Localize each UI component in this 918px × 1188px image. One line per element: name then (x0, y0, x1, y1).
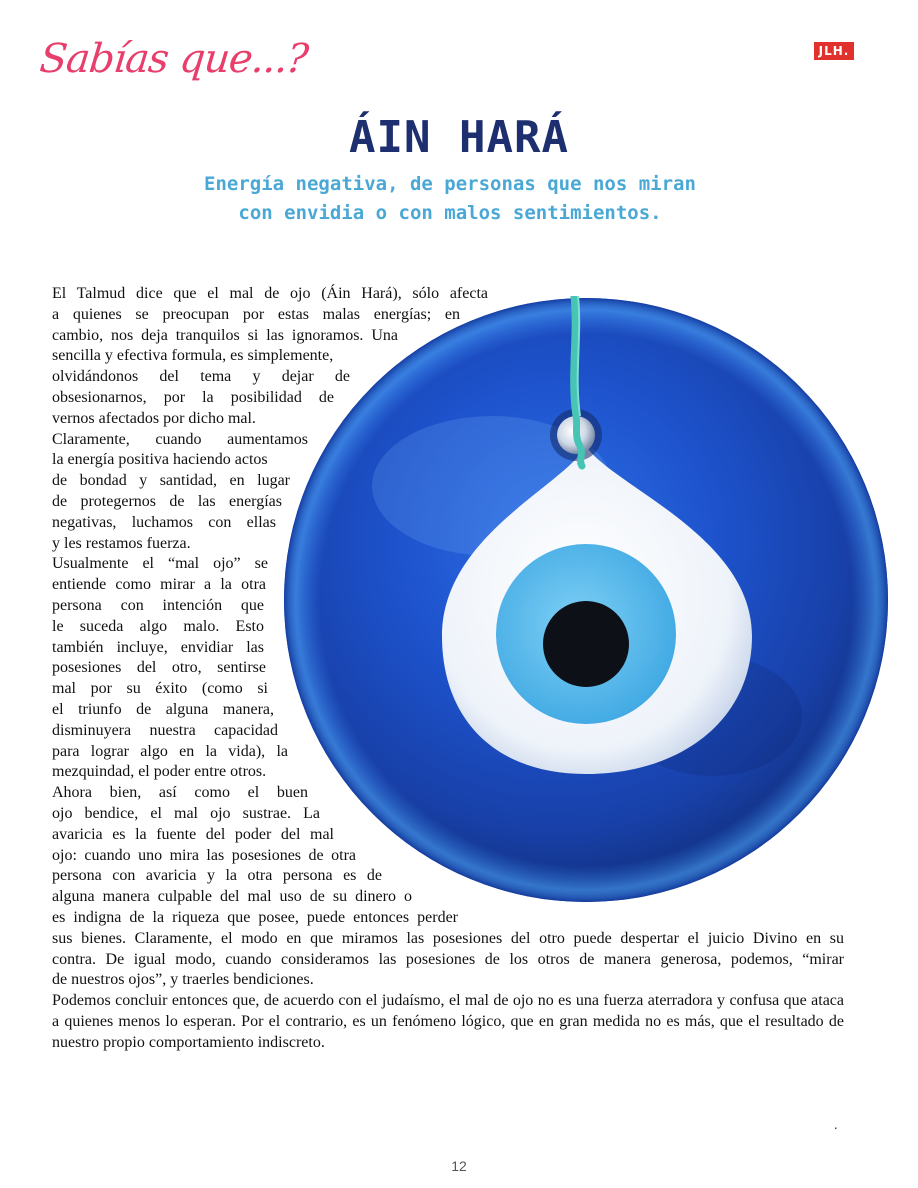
wrapped-line: mal por su éxito (como si (52, 680, 268, 698)
article-title: ÁIN HARÁ (349, 112, 569, 163)
wrapped-line: entiende como mirar a la otra (52, 576, 266, 594)
subtitle-line: con envidia o con malos sentimientos. (238, 202, 662, 224)
conclusion-paragraph: Podemos concluir entonces que, de acuerdo con el judaísmo, el mal de ojo no es una fuerza aterradora y confusa que ataca a quienes menos lo esperan. Por el contrario, es un fenómeno lógico, que en gran medida no es más, que el resultado de nuestro propio comportamiento indiscreto. (52, 992, 844, 1051)
wrapped-line: olvidándonos del tema y dejar de (52, 368, 350, 386)
wrapped-line: mezquindad, el poder entre otros. (52, 763, 267, 781)
subtitle-line: Energía negativa, de personas que nos miran (204, 173, 696, 195)
wrapped-line: alguna manera culpable del mal uso de su dinero o (52, 888, 412, 906)
wrapped-line: de protegernos de las energías (52, 492, 282, 510)
wrapped-line: a quienes se preocupan por estas malas energías; en (52, 305, 460, 323)
wrapped-paragraph (52, 284, 844, 929)
wrapped-line: El Talmud dice que el mal de ojo (Áin Hará), sólo afecta (52, 285, 488, 302)
body-line: contra. De igual modo, cuando consideramos las posesiones de los otros de manera generosa, podemos, “mirar (52, 950, 844, 968)
wrapped-line: Ahora bien, así como el buen (52, 784, 308, 802)
wrapped-line: obsesionarnos, por la posibilidad de (52, 388, 334, 406)
wrapped-line: le suceda algo malo. Esto (52, 617, 264, 635)
wrapped-line: Claramente, cuando aumentamos (52, 430, 308, 448)
wrapped-line: negativas, luchamos con ellas (52, 513, 276, 531)
wrapped-line: sencilla y efectiva formula, es simplemente, (52, 347, 334, 365)
wrapped-line: persona con avaricia y la otra persona es de (52, 867, 382, 885)
wrapped-line: avaricia es la fuente del poder del mal (52, 825, 334, 843)
article-subtitle (150, 170, 750, 228)
brand-logo: JLH. (814, 42, 854, 60)
footer-dot: . (834, 1118, 838, 1133)
wrapped-line: ojo bendice, el mal ojo sustrae. La (52, 804, 320, 822)
wrapped-line: es indigna de la riqueza que posee, puede entonces perder (52, 908, 458, 926)
wrapped-line: disminuyera nuestra capacidad (52, 721, 278, 739)
wrapped-line: Usualmente el “mal ojo” se (52, 555, 268, 573)
wrapped-line: y les restamos fuerza. (52, 534, 191, 552)
wrapped-line: ojo: cuando uno mira las posesiones de otra (52, 846, 356, 864)
wrapped-line: también incluye, envidiar las (52, 638, 264, 656)
wrapped-line: el triunfo de alguna manera, (52, 700, 274, 718)
wrapped-line: de bondad y santidad, en lugar (52, 472, 290, 490)
wrapped-line: vernos afectados por dicho mal. (52, 409, 256, 427)
wrapped-line: persona con intención que (52, 596, 264, 614)
page-number: 12 (451, 1158, 467, 1174)
wrapped-line: para lograr algo en la vida), la (52, 742, 288, 760)
body-line: sus bienes. Claramente, el modo en que miramos las posesiones del otro puede despertar el juicio Divino en su (52, 929, 844, 947)
article-body (52, 284, 844, 1053)
wrapped-line: cambio, nos deja tranquilos si las ignoramos. Una (52, 326, 398, 344)
body-line: de nuestros ojos”, y traerles bendiciones. (52, 971, 314, 989)
wrapped-line: la energía positiva haciendo actos (52, 451, 268, 469)
wrapped-line: posesiones del otro, sentirse (52, 659, 266, 677)
section-tag: Sabías que...? (37, 36, 310, 82)
